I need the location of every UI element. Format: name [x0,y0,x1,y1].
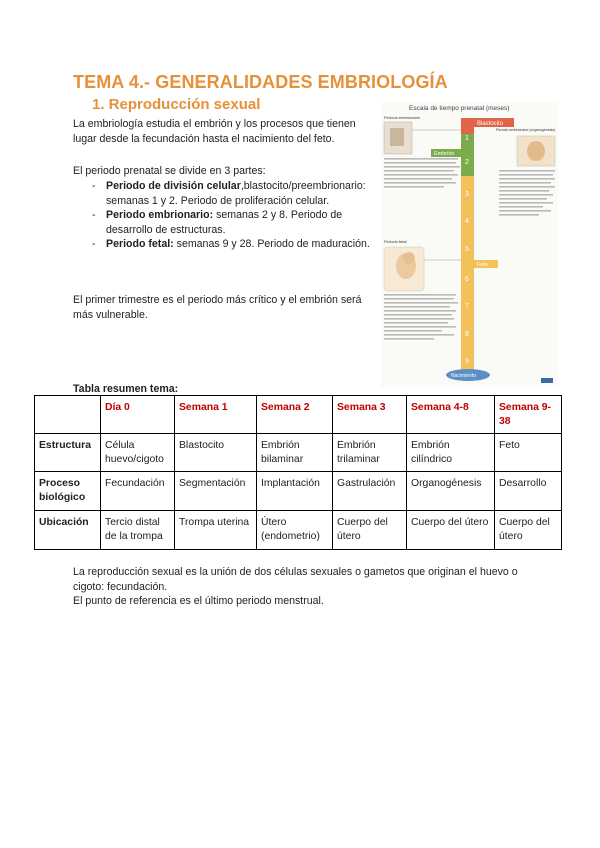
footer-text [73,565,533,609]
timeline-bar-feto [461,176,474,372]
stage-label-nacimiento: Nacimiento [451,373,477,379]
section-title: 1. Reproducción sexual [92,96,261,113]
table-header-cell: Día 0 [101,396,175,434]
stage-label-feto: Feto [477,262,489,268]
page-title: TEMA 4.- GENERALIDADES EMBRIOLOGÍA [73,72,448,92]
period-item [92,237,382,252]
stage-label-embrion: Embrión [434,151,455,157]
prenatal-timeline-figure [381,102,558,387]
figure-label-organogenesis: Periodo embrionario (organogénesis) [496,128,556,132]
table-cell: Célula huevo/cigoto [101,434,175,472]
period-term: Periodo embrionario: [106,209,214,221]
stage-label-blastocito: Blastocito [477,121,504,127]
footer-paragraph: La reproducción sexual es la unión de dos células sexuales o gametos que originan el huevo o cigoto: fecundación. [73,566,518,593]
row-label: Proceso biológico [35,472,101,511]
timeline-tick: 4 [465,218,469,225]
table-header-cell: Semana 3 [333,396,407,434]
period-item [92,208,382,237]
period-item: - Periodo de división celular,blastocito/preembrionario: semanas 1 y 2. Periodo de proliferación celular. [92,179,382,208]
summary-table [34,395,562,550]
period-term: Periodo de división celular [106,180,241,192]
table-cell: Segmentación [175,472,257,511]
timeline-tick: 9 [465,358,469,365]
figure-label-fetal: Periodo fetal [384,239,407,244]
table-caption: Tabla resumen tema: [73,383,179,395]
table-cell: Cuerpo del útero [495,511,562,550]
table-row [35,511,562,550]
footer-paragraph: El punto de referencia es el último periodo menstrual. [73,595,324,607]
table-cell: Trompa uterina [175,511,257,550]
table-row [35,434,562,472]
period-description: blastocito/preembrionario: semanas 1 y 2. Periodo de proliferación celular. [106,180,366,207]
table-cell: Gastrulación [333,472,407,511]
table-cell: Útero (endometrio) [257,511,333,550]
periods-intro: El periodo prenatal se divide en 3 partes: [73,165,266,177]
trimester-note: El primer trimestre es el periodo más crítico y el embrión será más vulnerable. [73,294,362,321]
timeline-tick: 2 [465,159,469,166]
periods-list [92,179,382,252]
table-cell: Cuerpo del útero [407,511,495,550]
period-description: semanas 9 y 28. Periodo de maduración. [176,238,370,250]
figure-title: Escala de tiempo prenatal (meses) [409,105,510,112]
figure-label-embryonic: Periodo embrionario [384,115,421,120]
period-term: Periodo fetal: [106,238,174,250]
intro-paragraph: La embriología estudia el embrión y los procesos que tienen lugar desde la fecundación hasta el nacimiento del feto. [73,118,356,145]
table-cell: Embrión bilaminar [257,434,333,472]
table-header-cell: Semana 2 [257,396,333,434]
timeline-tick: 7 [465,303,469,310]
table-cell: Organogénesis [407,472,495,511]
timeline-tick: 6 [465,276,469,283]
table-header-row [35,396,562,434]
table-cell: Desarrollo [495,472,562,511]
table-cell: Embrión trilaminar [333,434,407,472]
table-cell: Blastocito [175,434,257,472]
table-cell: Implantación [257,472,333,511]
row-label: Ubicación [35,511,101,550]
table-cell: Feto [495,434,562,472]
timeline-tick: 1 [465,135,469,142]
timeline-tick: 5 [465,246,469,253]
table-header-cell [35,396,101,434]
row-label: Estructura [35,434,101,472]
timeline-tick: 3 [465,191,469,198]
table-cell: Embrión cilíndrico [407,434,495,472]
table-header-cell: Semana 4-8 [407,396,495,434]
timeline-bar-blastocito [461,118,474,134]
table-cell: Tercio distal de la trompa [101,511,175,550]
table-row [35,472,562,511]
timeline-tick: 8 [465,331,469,338]
table-cell: Fecundación [101,472,175,511]
table-header-cell: Semana 9-38 [495,396,562,434]
table-header-cell: Semana 1 [175,396,257,434]
table-cell: Cuerpo del útero [333,511,407,550]
period-description: semanas 2 y 8. Periodo de desarrollo de estructuras. [106,209,343,236]
